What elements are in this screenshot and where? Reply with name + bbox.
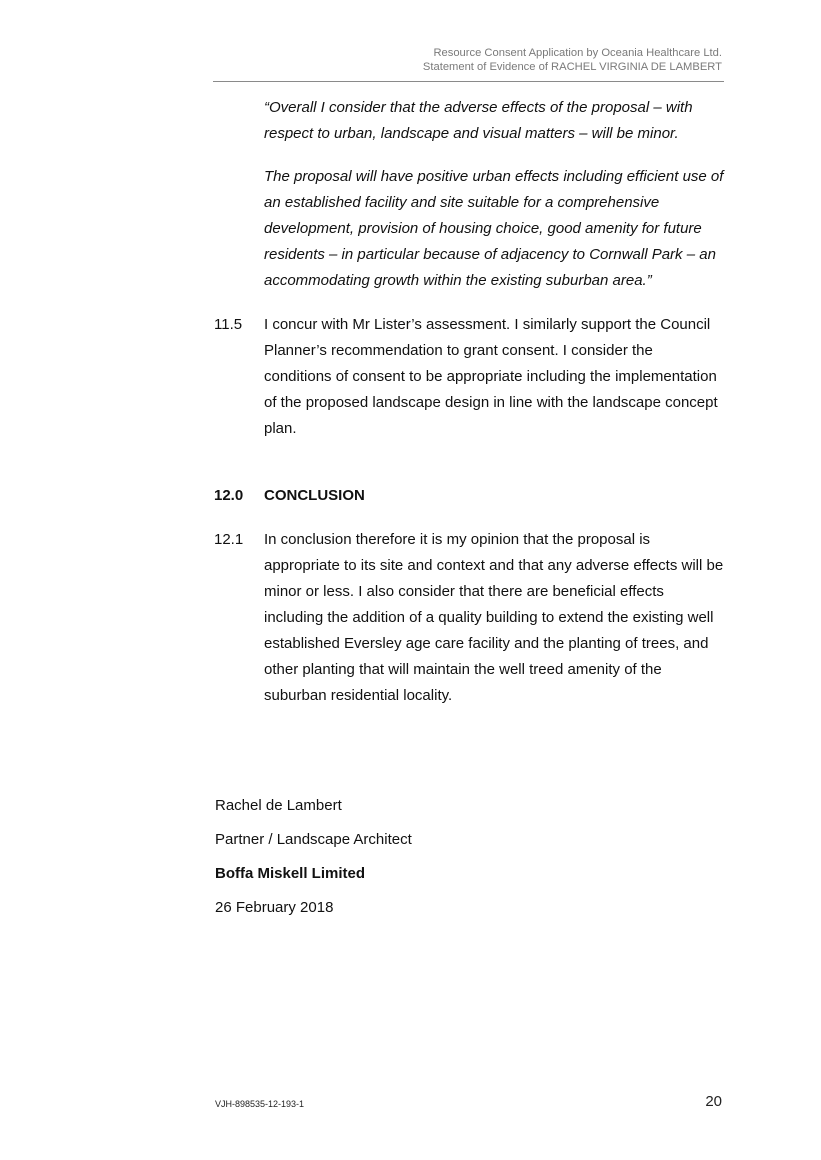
signatory-role: Partner / Landscape Architect — [215, 831, 412, 848]
header-application-title: Resource Consent Application by Oceania Healthcare Ltd. — [433, 47, 722, 59]
paragraph-number: 12.1 — [214, 531, 244, 548]
signature-date: 26 February 2018 — [215, 899, 334, 916]
quote-paragraph-2: The proposal will have positive urban effects including efficient use of an established facility and site suitable for a comprehensive development, provision of housing choice, good amenity for future residents – in particular because of adjacency to Cornwall Park – an accommodating growth within the existing suburban area.” — [264, 168, 724, 289]
quote-paragraph-1: “Overall I consider that the adverse effects of the proposal – with respect to urban, landscape and visual matters – will be minor. — [264, 99, 693, 142]
signatory-company: Boffa Miskell Limited — [215, 865, 366, 882]
paragraph-number: 11.5 — [214, 316, 243, 333]
header-statement-title: Statement of Evidence of RACHEL VIRGINIA DE LAMBERT — [422, 60, 722, 73]
document-header — [222, 47, 722, 74]
section-number: 12.0 — [214, 487, 244, 504]
paragraph-text: I concur with Mr Lister’s assessment. I similarly support the Council Planner’s recommendation to grant consent. I consider the conditions of consent to be appropriate including the implementation of the proposed landscape design in line with the landscape concept plan. — [264, 316, 718, 437]
document-reference: VJH-898535-12-193-1 — [215, 1099, 305, 1109]
signatory-name: Rachel de Lambert — [215, 797, 342, 814]
header-divider — [213, 81, 724, 82]
section-heading-conclusion — [214, 486, 365, 506]
paragraph-11-5 — [214, 312, 724, 442]
paragraph-text: In conclusion therefore it is my opinion that the proposal is appropriate to its site and context and that any adverse effects will be minor or less. I also consider that there are beneficial effects including the addition of a quality building to extend the existing well established Eversley age care facility and the planting of trees, and other planting that will maintain the well treed amenity of the suburban residential locality. — [264, 531, 724, 704]
section-title: CONCLUSION — [264, 487, 365, 504]
paragraph-12-1 — [214, 527, 724, 709]
page-number: 20 — [705, 1093, 722, 1110]
